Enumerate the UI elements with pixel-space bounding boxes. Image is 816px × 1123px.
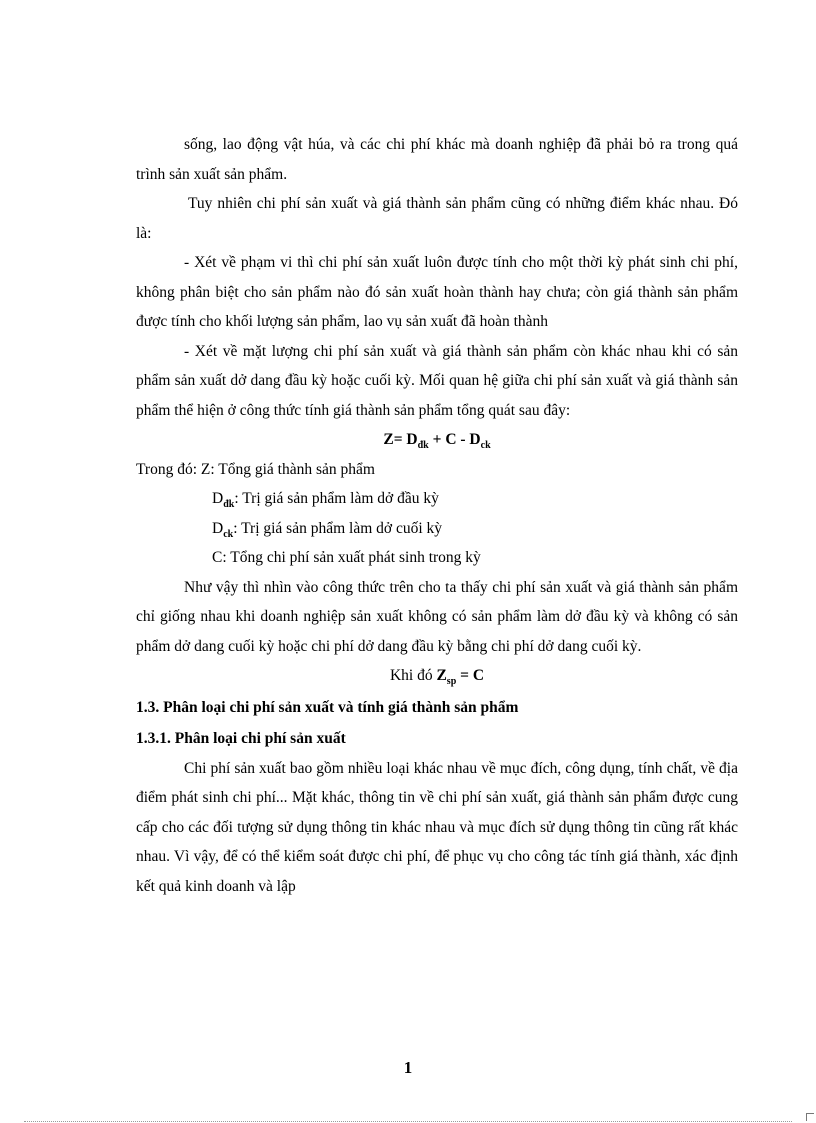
paragraph-scope: - Xét về phạm vi thì chi phí sản xuất luôn được tính cho một thời kỳ phát sinh chi phí, không phân biệt cho sản phẩm nào đó sản xuất hoàn thành hay chưa; còn giá thành sản phẩm được tính cho khối lượng sản phẩm, lao vụ sản xuất đã hoàn thành (136, 254, 738, 330)
definition-d-dk-symbol: D (212, 490, 224, 507)
definition-intro: Trong đó: Z: Tổng giá thành sản phẩm (136, 460, 375, 478)
page-body (136, 130, 738, 901)
formula-middle: + C - (428, 431, 470, 448)
formula-zsp-prefix: Khi đó (389, 667, 437, 684)
formula-zsp-symbol: Z (436, 667, 447, 684)
definition-c: C: Tổng chi phí sản xuất phát sinh trong kỳ (212, 549, 481, 566)
formula-zsp-suffix: = C (456, 667, 485, 684)
formula-d-dk: D (406, 431, 418, 448)
definition-d-dk (136, 484, 738, 514)
formula-lhs: Z= (383, 431, 407, 448)
formula-zsp-subscript: sp (446, 676, 457, 687)
formula-zsp (136, 661, 738, 691)
formula-d-ck: D (469, 431, 481, 448)
paragraph-2: Tuy nhiên chi phí sản xuất và giá thành sản phẩm cũng có những điểm khác nhau. Đó là: (136, 195, 738, 242)
formula-d-dk-subscript: đk (417, 440, 429, 451)
page-number: 1 (403, 1058, 413, 1077)
section-heading-1-3-1: 1.3.1. Phân loại chi phí sản xuất (136, 730, 346, 747)
section-heading-1-3: 1.3. Phân loại chi phí sản xuất và tính giá thành sản phẩm (136, 698, 519, 716)
definition-d-ck-text: : Trị giá sản phẩm làm dở cuối kỳ (233, 519, 443, 537)
definition-d-ck (136, 514, 738, 544)
definition-d-dk-text: : Trị giá sản phẩm làm dở đầu kỳ (234, 490, 439, 507)
formula-d-ck-subscript: ck (480, 440, 491, 451)
definition-d-ck-symbol: D (212, 519, 224, 537)
definition-d-ck-subscript: ck (223, 528, 234, 540)
page-corner-mark (806, 1113, 814, 1121)
paragraph-classification: Chi phí sản xuất bao gồm nhiều loại khác nhau về mục đích, công dụng, tính chất, về địa điểm phát sinh chi phí... Mặt khác, thông tin về chi phí sản xuất, giá thành sản phẩm được cung cấp cho các đối tượng sử dụng thông tin khác nhau và mục đích sử dụng thông tin cũng rất khác nhau. Vì vậy, để có thể kiểm soát được chi phí, để phục vụ cho công tác tính giá thành, xác định kết quả kinh doanh và lập (136, 759, 738, 895)
definition-d-dk-subscript: đk (223, 499, 235, 510)
paragraph-conclusion: Như vậy thì nhìn vào công thức trên cho ta thấy chi phí sản xuất và giá thành sản phẩm chỉ giống nhau khi doanh nghiệp sản xuất không có sản phẩm làm dở đầu kỳ và không có sản phẩm dở dang cuối kỳ hoặc chi phí dở dang đầu kỳ bằng chi phí dở dang cuối kỳ. (136, 578, 738, 655)
page-bottom-divider (24, 1121, 792, 1122)
paragraph-quantity: - Xét về mặt lượng chi phí sản xuất và giá thành sản phẩm còn khác nhau khi có sản phẩm sản xuất dở dang đầu kỳ hoặc cuối kỳ. Mối quan hệ giữa chi phí sản xuất và giá thành sản phẩm thể hiện ở công thức tính giá thành sản phẩm tổng quát sau đây: (136, 342, 738, 419)
formula-total-cost (136, 425, 738, 455)
paragraph-1: sống, lao động vật húa, và các chi phí khác mà doanh nghiệp đã phải bỏ ra trong quá trình sản xuất sản phẩm. (136, 136, 738, 183)
